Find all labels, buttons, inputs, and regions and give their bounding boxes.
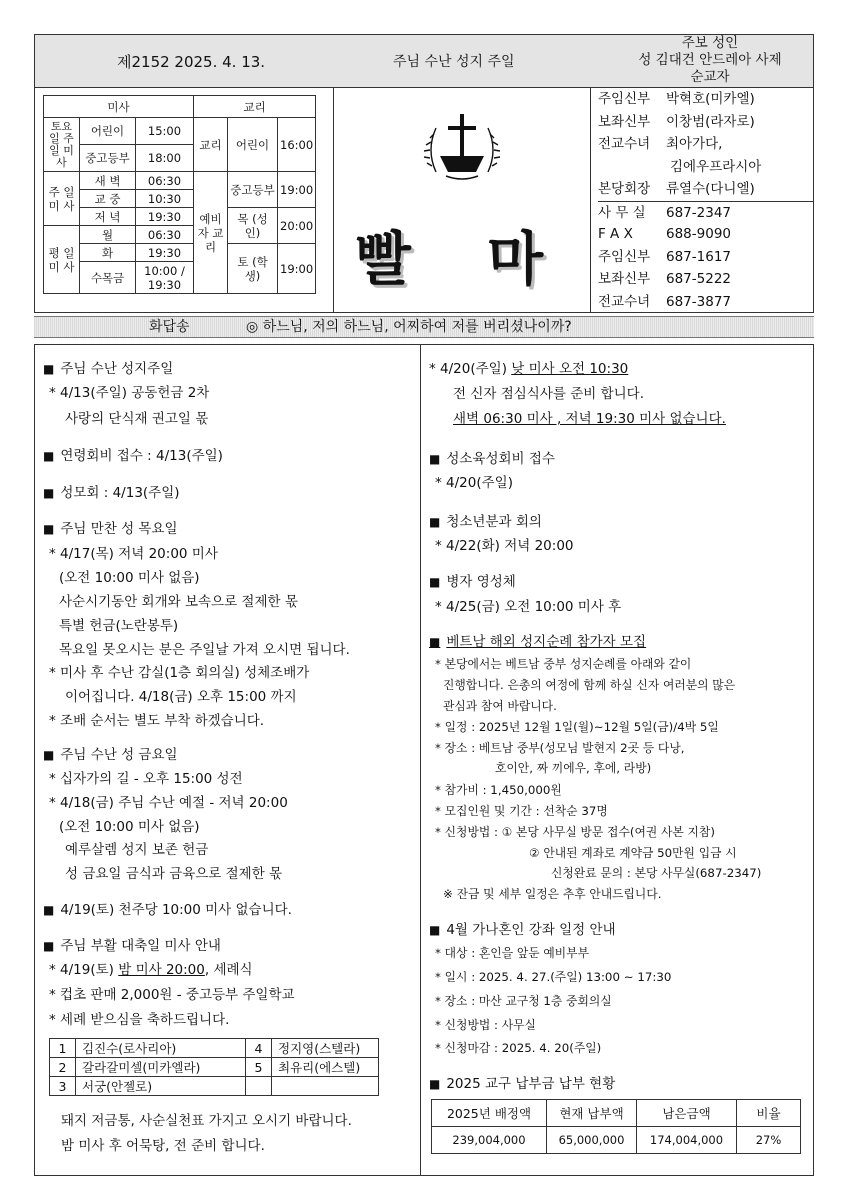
- r5-line1: * 본당에서는 베트남 중부 성지순례를 아래와 같이: [435, 657, 692, 671]
- phone-pastor: 주임신부 687-1617: [598, 248, 731, 265]
- sun-dawn: 새 벽: [80, 172, 136, 190]
- sun-intercity-time: 10:30: [136, 190, 194, 208]
- s4-line5: 목요일 못오시는 분은 주일날 가져 오시면 됩니다.: [59, 642, 350, 658]
- sunday-mass-label: 주 일 미 사: [44, 172, 80, 226]
- contact-sisters: 전교수녀 최아가다,: [598, 136, 723, 152]
- mass-header: 미사: [44, 96, 194, 118]
- r1-line3: 새벽 06:30 미사 , 저녁 19:30 미사 없습니다.: [453, 411, 726, 427]
- weekday-mass-label: 평 일 미 사: [44, 226, 80, 294]
- s5-line2: * 4/18(금) 주님 수난 예절 - 저녁 20:00: [49, 795, 288, 811]
- r5-line9: * 신청방법 : ① 본당 사무실 방문 접수(여권 사본 지참): [435, 825, 715, 839]
- sat-children-time: 15:00: [136, 118, 194, 145]
- patron-name: 성 김대건 안드레아 사제: [638, 52, 782, 68]
- phone-fax: F A X 688-9090: [598, 226, 731, 242]
- r5-line7: * 참가비 : 1,450,000원: [435, 783, 562, 797]
- r5-line11: 신청완료 문의 : 본당 사무실(687-2347): [551, 866, 762, 880]
- cat-children-time: 16:00: [278, 118, 316, 172]
- s7-line2: * 컵초 판매 2,000원 - 중고등부 주일학교: [49, 987, 295, 1003]
- patron-role: 순교자: [690, 69, 730, 85]
- sun-evening-time: 19:30: [136, 208, 194, 226]
- r5-line2: 진행합니다. 은총의 여정에 함께 하실 신자 여러분의 많은: [443, 678, 736, 692]
- precat-sat: 토 (학생): [228, 244, 278, 294]
- contact-president: 본당회장 류열수(다니엘): [598, 181, 755, 197]
- s7-line5: 밤 미사 후 어묵탕, 전 준비 합니다.: [61, 1138, 265, 1154]
- baptism-row: 3 서궁(안젤로): [50, 1077, 379, 1096]
- info-area: [34, 88, 814, 313]
- mon-time: 06:30: [136, 226, 194, 244]
- budget-header-row: 2025년 배정액 현재 납부액 남은금액 비율: [432, 1100, 801, 1127]
- r3-line1: * 4/22(화) 저녁 20:00: [435, 538, 574, 554]
- r5-line8: * 모집인원 및 기간 : 선착순 37명: [435, 804, 608, 818]
- s4-line7: 이어집니다. 4/18(금) 오후 15:00 까지: [65, 689, 297, 705]
- sat-youth-time: 18:00: [136, 145, 194, 172]
- r6-line3: * 장소 : 마산 교구청 1층 중회의실: [435, 994, 612, 1008]
- logo-box: [333, 88, 591, 312]
- precatechumen-label: 예비자 교리: [194, 172, 228, 294]
- r4-line1: * 4/25(금) 오전 10:00 미사 후: [435, 599, 622, 615]
- contact-assistant: 보좌신부 이창범(라자로): [598, 113, 755, 130]
- baptism-row: 1 김진수(로사리아) 4 정지영(스텔라): [50, 1039, 379, 1058]
- s2-title: ■ 연령회비 접수 : 4/13(주일): [43, 444, 223, 464]
- cat-children: 어린이: [228, 118, 278, 172]
- contact-pastor: 주임신부 박혁호(미카엘): [598, 91, 755, 107]
- patron-saint: [610, 35, 810, 86]
- sat-children: 어린이: [80, 118, 136, 145]
- header-bar: [34, 34, 814, 88]
- cross-ship-icon: [422, 110, 502, 188]
- s5-line4: 예루살렘 성지 보존 헌금: [65, 842, 209, 858]
- budget-value-row: 239,004,000 65,000,000 174,004,000 27%: [432, 1127, 801, 1154]
- s5-line1: * 십자가의 길 - 오후 15:00 성전: [49, 771, 243, 787]
- mon: 월: [80, 226, 136, 244]
- baptism-table: [49, 1038, 379, 1096]
- r5-line5: * 장소 : 베트남 중부(성모님 발현지 2곳 등 다낭,: [435, 741, 685, 755]
- patron-title: 주보 성인: [681, 35, 739, 51]
- response-text: ◎ 하느님, 저의 하느님, 어찌하여 저를 버리셨나이까?: [246, 319, 572, 335]
- r5-line6: 호이안, 짜 끼에우, 후에, 라방): [495, 761, 652, 775]
- mass-schedule-table: [43, 95, 316, 294]
- cat-youth-time: 19:00: [278, 172, 316, 208]
- cat-youth: 중고등부: [228, 172, 278, 208]
- s5-line3: (오전 10:00 미사 없음): [59, 819, 200, 835]
- budget-table: [431, 1099, 801, 1154]
- response-label: 화답송: [149, 319, 190, 335]
- catechism-label: 교리: [194, 118, 228, 172]
- r7-title: ■ 2025 교구 납부금 납부 현황: [429, 1072, 615, 1092]
- sun-evening: 저 녁: [80, 208, 136, 226]
- s3-title: ■ 성모회 : 4/13(주일): [43, 481, 180, 501]
- contacts-panel: [598, 88, 813, 336]
- r5-line3: 관심과 참여 바랍니다.: [443, 699, 557, 713]
- precat-thu: 목 (성인): [228, 208, 278, 244]
- r5-line12: ※ 잔금 및 세부 일정은 추후 안내드립니다.: [443, 887, 662, 901]
- bulletin-title: 빨 마: [354, 225, 572, 293]
- tue: 화: [80, 244, 136, 262]
- phone-office: 사 무 실 687-2347: [598, 201, 813, 224]
- sat-sun-label: 토요일 주 일 미 사: [44, 118, 80, 172]
- r6-title: ■ 4월 가나혼인 강좌 일정 안내: [429, 918, 616, 938]
- sun-intercity: 교 중: [80, 190, 136, 208]
- r2-title: ■ 성소육성회비 접수: [429, 447, 555, 467]
- s7-line1: * 4/19(토) 밤 미사 20:00, 세례식: [49, 962, 253, 978]
- s4-line4: 특별 헌금(노란봉투): [59, 618, 179, 634]
- contact-sisters-2: 김에우프라시아: [670, 158, 762, 175]
- main-content: [34, 344, 814, 1176]
- precat-sat-time: 19:00: [278, 244, 316, 294]
- wtf-time: [136, 262, 194, 294]
- s7-title: ■ 주님 부활 대축일 미사 안내: [43, 934, 221, 954]
- r6-line1: * 대상 : 혼인을 앞둔 예비부부: [435, 946, 589, 960]
- s4-line6: * 미사 후 수난 감실(1층 회의실) 성체조배가: [49, 665, 310, 681]
- r6-line4: * 신청방법 : 사무실: [435, 1018, 536, 1032]
- phone-sisters: 전교수녀 687-3877: [598, 293, 731, 310]
- r3-title: ■ 청소년분과 회의: [429, 510, 542, 530]
- s5-line5: 성 금요일 금식과 금육으로 절제한 몫: [65, 866, 283, 882]
- r6-line2: * 일시 : 2025. 4. 27.(주일) 13:00 ~ 17:30: [435, 970, 672, 984]
- s5-title: ■ 주님 수난 성 금요일: [43, 743, 178, 763]
- s4-title: ■ 주님 만찬 성 목요일: [43, 517, 178, 537]
- s6-title: ■ 4/19(토) 천주당 10:00 미사 없습니다.: [43, 898, 292, 918]
- issue-number-date: 제2152 2025. 4. 13.: [117, 53, 266, 71]
- r1-line2: 전 신자 점심식사를 준비 합니다.: [453, 386, 644, 402]
- baptism-row: 2 갈라갈미셀(미카엘라) 5 최유리(에스텔): [50, 1058, 379, 1077]
- r6-line5: * 신청마감 : 2025. 4. 20(주일): [435, 1041, 602, 1055]
- r4-title: ■ 병자 영성체: [429, 570, 516, 590]
- s4-line1: * 4/17(목) 저녁 20:00 미사: [49, 546, 218, 562]
- tue-time: 19:30: [136, 244, 194, 262]
- phone-assistant: 보좌신부 687-5222: [598, 271, 731, 287]
- r5-line4: * 일정 : 2025년 12월 1일(월)~12월 5일(금)/4박 5일: [435, 720, 719, 734]
- s1-title: ■ 주님 수난 성지주일: [43, 357, 173, 377]
- wed-thu-fri: 수목금: [80, 262, 136, 294]
- s1-line2: 사랑의 단식재 권고일 몫: [65, 411, 209, 427]
- r5-title: ■ 베트남 해외 성지순례 참가자 모집: [429, 630, 646, 650]
- s7-line4: 돼지 저금통, 사순실천표 가지고 오시기 바랍니다.: [61, 1113, 352, 1129]
- r2-line1: * 4/20(주일): [435, 475, 513, 491]
- wtf-time-1: 10:00 /: [144, 263, 185, 278]
- sun-dawn-time: 06:30: [136, 172, 194, 190]
- sunday-name: 주님 수난 성지 주일: [393, 54, 515, 70]
- precat-thu-time: 20:00: [278, 208, 316, 244]
- s4-line3: 사순시기동안 회개와 보속으로 절제한 몫: [59, 594, 298, 610]
- s7-line3: * 세례 받으심을 축하드립니다.: [49, 1012, 230, 1028]
- response-psalm-bar: [34, 316, 814, 338]
- catechism-header: 교리: [194, 96, 316, 118]
- s4-line8: * 조배 순서는 별도 부착 하겠습니다.: [49, 713, 265, 729]
- r1-line1: * 4/20(주일) 낮 미사 오전 10:30: [429, 361, 629, 377]
- r5-line10: ② 안내된 계좌로 계약금 50만원 입금 시: [529, 846, 737, 860]
- wtf-time-2: 19:30: [147, 277, 182, 292]
- s1-line1: * 4/13(주일) 공동헌금 2차: [49, 385, 210, 401]
- sat-youth: 중고등부: [80, 145, 136, 172]
- column-divider: [420, 345, 421, 1175]
- s4-line2: (오전 10:00 미사 없음): [59, 570, 200, 586]
